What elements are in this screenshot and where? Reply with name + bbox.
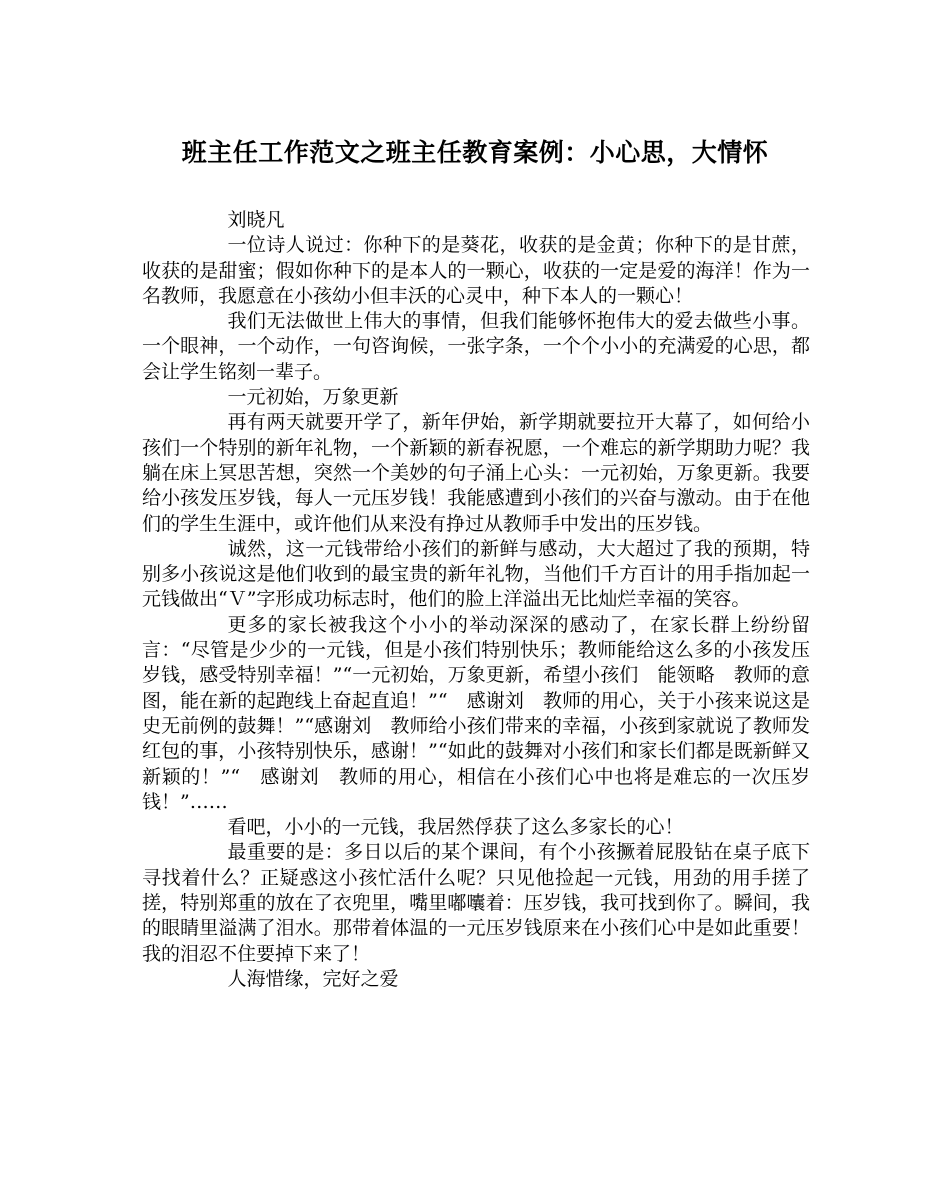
paragraph-6: 看吧，小小的一元钱，我居然俘获了这么多家长的心！	[227, 816, 684, 839]
section-heading-1: 一元初始，万象更新	[227, 386, 399, 409]
paragraph-1: 一位诗人说过：你种下的是葵花，收获的是金黄；你种下的是甘蔗，收获的是甜蜜；假如你种下的是本人的一颗心，收获的一定是爱的海洋！作为一名教师，我愿意在小孩幼小但丰沃的心灵中，种下本人的一颗心！	[142, 234, 810, 307]
paragraph-2: 我们无法做世上伟大的事情，但我们能够怀抱伟大的爱去做些小事。一个眼神，一个动作，一句咨询候，一张字条，一个个小小的充满爱的心思，都会让学生铭刻一辈子。	[142, 310, 810, 383]
paragraph-7: 最重要的是：多日以后的某个课间，有个小孩撅着屁股钻在桌子底下寻找着什么？正疑惑这小孩忙活什么呢？只见他捡起一元钱，用劲的用手搓了搓，特别郑重的放在了衣兜里，嘴里嘟囔着：压岁钱，我可找到你了。瞬间，我的眼睛里溢满了泪水。那带着体温的一元压岁钱原来在小孩们心中是如此重要！我的泪忍不住要掉下来了！	[142, 841, 810, 965]
document-title: 班主任工作范文之班主任教育案例：小心思，大情怀	[181, 138, 769, 167]
paragraph-5: 更多的家长被我这个小小的举动深深的感动了，在家长群上纷纷留言：“尽管是少少的一元钱，但是小孩们特别快乐；教师能给这么多的小孩发压岁钱，感受特别幸福！”“一元初始，万象更新，希望小孩们 能领略 教师的意图，能在新的起跑线上奋起直追！”“ 感谢刘 教师的用心，关于小孩来说这是史无前例的鼓舞！”“感谢刘 教师给小孩们带来的幸福，小孩到家就说了教师发红包的事，小孩特别快乐，感谢！”“如此的鼓舞对小孩们和家长们都是既新鲜又新颖的！”“ 感谢刘 教师的用心，相信在小孩们心中也将是难忘的一次压岁钱！”……	[142, 613, 810, 813]
document-body	[142, 208, 810, 992]
paragraph-4: 诚然，这一元钱带给小孩们的新鲜与感动，大大超过了我的预期，特别多小孩说这是他们收到的最宝贵的新年礼物，当他们千方百计的用手指加起一元钱做出“Ｖ”字形成功标志时，他们的脸上洋溢出无比灿烂幸福的笑容。	[142, 537, 810, 611]
author-name: 刘晓凡	[227, 209, 285, 231]
paragraph-3: 再有两天就要开学了，新年伊始，新学期就要拉开大幕了，如何给小孩们一个特别的新年礼物，一个新颖的新春祝愿，一个难忘的新学期助力呢？我躺在床上冥思苦想，突然一个美妙的句子涌上心头：一元初始，万象更新。我要给小孩发压岁钱，每人一元压岁钱！我能感遭到小孩们的兴奋与激动。由于在他们的学生生涯中，或许他们从来没有挣过从教师手中发出的压岁钱。	[142, 411, 810, 535]
section-heading-2: 人海惜缘，完好之爱	[227, 967, 399, 990]
